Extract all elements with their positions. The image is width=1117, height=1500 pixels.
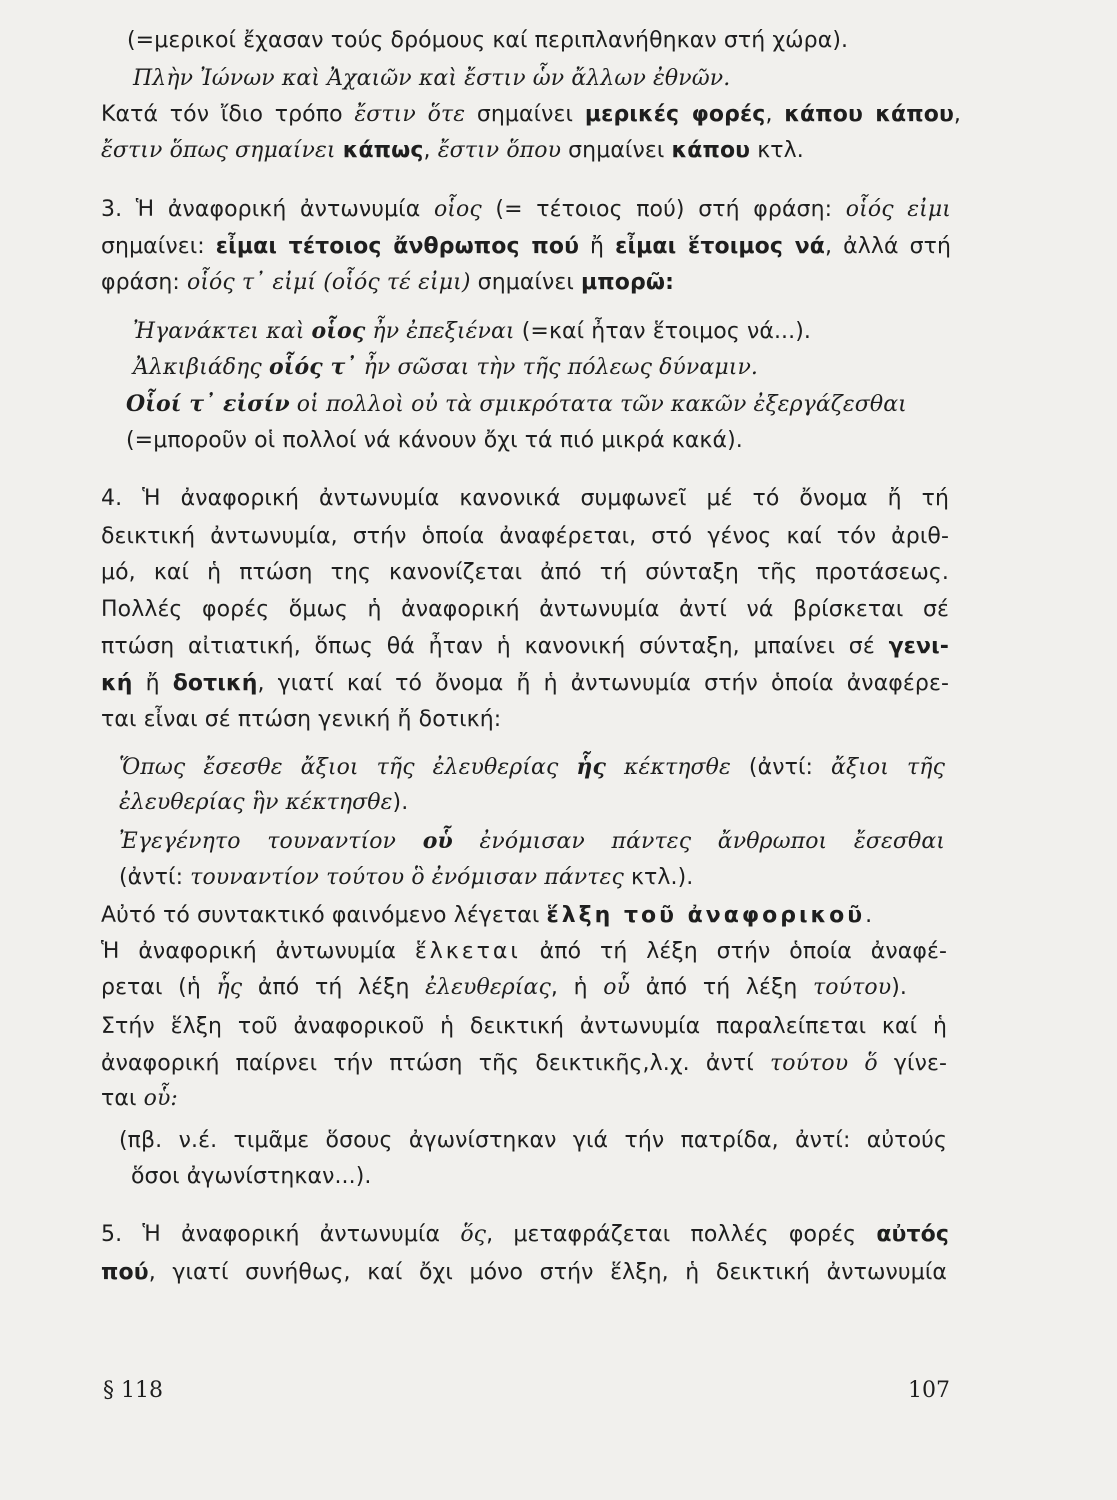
- paragraph-4-line: Πολλές φορές ὅμως ἡ ἀναφορική ἀντωνυμία ἀντί νά βρίσκεται σέ: [101, 597, 949, 622]
- paragraph-4-line: πτώση αἰτιατική, ὅπως θά ἦταν ἡ κανονική σύνταξη, μπαίνει σέ γενι-: [101, 634, 949, 659]
- text-line: Ἡ ἀναφορική ἀντωνυμία ἕλκεται ἀπό τή λέξη στήν ὁποία ἀναφέ-: [101, 939, 947, 964]
- term-relative-attraction: ἕλξη τοῦ ἀναφορικοῦ: [546, 903, 866, 928]
- example-line: Ἠγανάκτει καὶ οἷος ἦν ἐπεξιέναι (=καί ἦταν ἕτοιμος νά...).: [133, 318, 811, 344]
- text-line: ται οὗ:: [101, 1086, 178, 1111]
- paragraph-4-line: κή ἤ δοτική, γιατί καί τό ὄνομα ἤ ἡ ἀντωνυμία στήν ὁποία ἀναφέρε-: [101, 671, 949, 696]
- example-line: (ἀντί: τουναντίον τούτου ὃ ἐνόμισαν πάντες κτλ.).: [119, 865, 694, 890]
- paragraph-5-line: 5. Ἡ ἀναφορική ἀντωνυμία ὅς, μεταφράζεται πολλές φορές αὐτός: [101, 1222, 949, 1247]
- comparison-note: ὅσοι ἀγωνίστηκαν...).: [131, 1164, 372, 1189]
- text-line: Αὐτό τό συντακτικό φαινόμενο λέγεται ἕλξη τοῦ ἀναφορικοῦ.: [101, 903, 873, 928]
- paragraph-5-line: πού, γιατί συνήθως, καί ὄχι μόνο στήν ἕλξη, ἡ δεικτική ἀντωνυμία: [101, 1260, 947, 1285]
- page-number: 107: [908, 1378, 950, 1403]
- text-line: ἀναφορική παίρνει τήν πτώση τῆς δεικτικῆς,λ.χ. ἀντί τούτου ὅ γίνε-: [101, 1051, 947, 1076]
- example-line: (=μποροῦν οἱ πολλοί νά κάνουν ὄχι τά πιό μικρά κακά).: [126, 428, 743, 453]
- text-line: Στήν ἕλξη τοῦ ἀναφορικοῦ ἡ δεικτική ἀντωνυμία παραλείπεται καί ἡ: [101, 1014, 947, 1039]
- example-line: Οἷοί τ᾽ εἰσίν οἱ πολλοὶ οὐ τὰ σμικρότατα τῶν κακῶν ἐξεργάζεσθαι: [126, 391, 907, 417]
- example-line: Ἀλκιβιάδης οἷός τ᾽ ἦν σῶσαι τὴν τῆς πόλεως δύναμιν.: [133, 354, 759, 380]
- paragraph-4-line: μό, καί ἡ πτώση της κανονίζεται ἀπό τή σύνταξη τῆς προτάσεως.: [101, 560, 949, 585]
- text-line: ρεται (ἡ ἧς ἀπό τή λέξη ἐλευθερίας, ἡ οὗ ἀπό τή λέξη τούτου).: [101, 975, 907, 1000]
- example-line: Πλὴν Ἰώνων καὶ Ἀχαιῶν καὶ ἔστιν ὧν ἄλλων ἐθνῶν.: [133, 66, 731, 91]
- paragraph-3-line: φράση: οἷός τ᾽ εἰμί (οἷός τέ εἰμι) σημαίνει μπορῶ:: [101, 270, 674, 295]
- text-line: ἔστιν ὅπως σημαίνει κάπως, ἔστιν ὅπου σημαίνει κάπου κτλ.: [101, 138, 804, 163]
- text-line: Κατά τόν ἴδιο τρόπο ἔστιν ὅτε σημαίνει μερικές φορές, κάπου κάπου,: [101, 102, 962, 127]
- comparison-note: (πβ. ν.έ. τιμᾶμε ὅσους ἀγωνίστηκαν γιά τήν πατρίδα, ἀντί: αὐτούς: [119, 1128, 947, 1153]
- paragraph-4-line: δεικτική ἀντωνυμία, στήν ὁποία ἀναφέρεται, στό γένος καί τόν ἀριθ-: [101, 524, 949, 549]
- section-reference: § 118: [103, 1378, 163, 1403]
- paragraph-4-line: ται εἶναι σέ πτώση γενική ἤ δοτική:: [101, 707, 502, 732]
- example-line: ἐλευθερίας ἣν κέκτησθε).: [119, 790, 409, 815]
- text-line: (=μερικοί ἔχασαν τούς δρόμους καί περιπλανήθηκαν στή χώρα).: [127, 28, 849, 53]
- paragraph-3-line: 3. Ἡ ἀναφορική ἀντωνυμία οἷος (= τέτοιος πού) στή φράση: οἷός εἰμι: [101, 197, 951, 222]
- paragraph-4-line: 4. Ἡ ἀναφορική ἀντωνυμία κανονικά συμφωνεῖ μέ τό ὄνομα ἤ τή: [101, 486, 949, 511]
- example-line: Ἐγεγένητο τουναντίον οὗ ἐνόμισαν πάντες ἄνθρωποι ἔσεσθαι: [119, 828, 945, 854]
- example-line: Ὅπως ἔσεσθε ἄξιοι τῆς ἐλευθερίας ἧς κέκτησθε (ἀντί: ἄξιοι τῆς: [119, 754, 945, 780]
- paragraph-3-line: σημαίνει: εἶμαι τέτοιος ἄνθρωπος πού ἤ εἶμαι ἕτοιμος νά, ἀλλά στή: [101, 234, 952, 259]
